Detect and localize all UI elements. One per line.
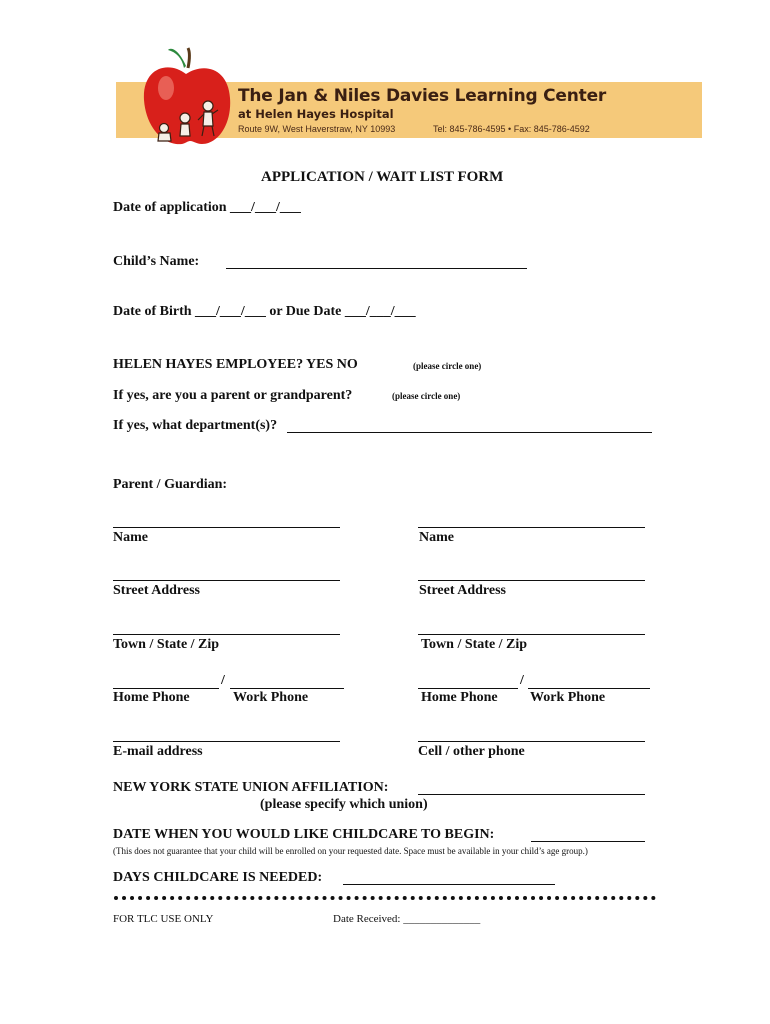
center-name: The Jan & Niles Davies Learning Center <box>238 86 607 106</box>
right-name-label: Name <box>419 530 454 545</box>
left-email-label: E-mail address <box>113 744 203 759</box>
left-town-field[interactable] <box>113 634 340 635</box>
date-of-birth-due-date[interactable]: Date of Birth ___/___/___ or Due Date ___/___/___ <box>113 304 416 319</box>
circle-one-hint-2: (please circle one) <box>392 391 461 401</box>
days-needed-label: DAYS CHILDCARE IS NEEDED: <box>113 870 323 885</box>
left-email-field[interactable] <box>113 741 340 742</box>
right-town-label: Town / State / Zip <box>421 637 528 652</box>
department-field[interactable] <box>287 432 652 433</box>
left-town-label: Town / State / Zip <box>113 637 220 652</box>
disclaimer-text: (This does not guarantee that your child will be enrolled on your requested date. Space must be available in your child’s age group.) <box>113 846 588 856</box>
right-cell-field[interactable] <box>418 741 645 742</box>
parent-grandparent-question: If yes, are you a parent or grandparent? <box>113 388 353 403</box>
union-label: NEW YORK STATE UNION AFFILIATION: <box>113 780 389 795</box>
right-street-label: Street Address <box>419 583 506 598</box>
left-work-phone-label: Work Phone <box>233 690 309 705</box>
right-name-field[interactable] <box>418 527 645 528</box>
date-received-field[interactable]: Date Received: ______________ <box>333 913 481 925</box>
childs-name-field[interactable] <box>226 268 527 269</box>
childs-name-label: Child’s Name: <box>113 254 200 269</box>
childcare-begin-label: DATE WHEN YOU WOULD LIKE CHILDCARE TO BEGIN: <box>113 827 495 842</box>
date-of-application[interactable]: Date of application ___/___/___ <box>113 200 301 215</box>
guardian-heading: Parent / Guardian: <box>113 477 228 492</box>
right-town-field[interactable] <box>418 634 645 635</box>
left-street-field[interactable] <box>113 580 340 581</box>
left-work-phone-field[interactable] <box>230 688 344 689</box>
right-phone-slash: / <box>520 673 524 688</box>
apple-with-children-icon <box>138 44 234 148</box>
left-street-label: Street Address <box>113 583 200 598</box>
left-home-phone-field[interactable] <box>113 688 219 689</box>
hospital-name: at Helen Hayes Hospital <box>238 107 394 121</box>
left-phone-slash: / <box>221 673 225 688</box>
left-name-field[interactable] <box>113 527 340 528</box>
employee-question[interactable]: HELEN HAYES EMPLOYEE? YES NO <box>113 357 358 372</box>
center-address: Route 9W, West Haverstraw, NY 10993 <box>238 124 396 134</box>
left-name-label: Name <box>113 530 148 545</box>
form-heading: APPLICATION / WAIT LIST FORM <box>261 169 504 185</box>
right-street-field[interactable] <box>418 580 645 581</box>
right-cell-label: Cell / other phone <box>418 744 525 759</box>
right-home-phone-label: Home Phone <box>421 690 498 705</box>
office-use-divider <box>114 896 656 900</box>
circle-one-hint-1: (please circle one) <box>413 361 482 371</box>
right-work-phone-label: Work Phone <box>530 690 606 705</box>
union-field[interactable] <box>418 794 645 795</box>
center-contact: Tel: 845-786-4595 • Fax: 845-786-4592 <box>433 124 590 134</box>
tlc-use-only-label: FOR TLC USE ONLY <box>113 913 214 925</box>
left-home-phone-label: Home Phone <box>113 690 190 705</box>
childcare-begin-field[interactable] <box>531 841 645 842</box>
union-hint: (please specify which union) <box>260 797 428 812</box>
department-label: If yes, what department(s)? <box>113 418 278 433</box>
days-needed-field[interactable] <box>343 884 555 885</box>
right-home-phone-field[interactable] <box>418 688 518 689</box>
right-work-phone-field[interactable] <box>528 688 650 689</box>
